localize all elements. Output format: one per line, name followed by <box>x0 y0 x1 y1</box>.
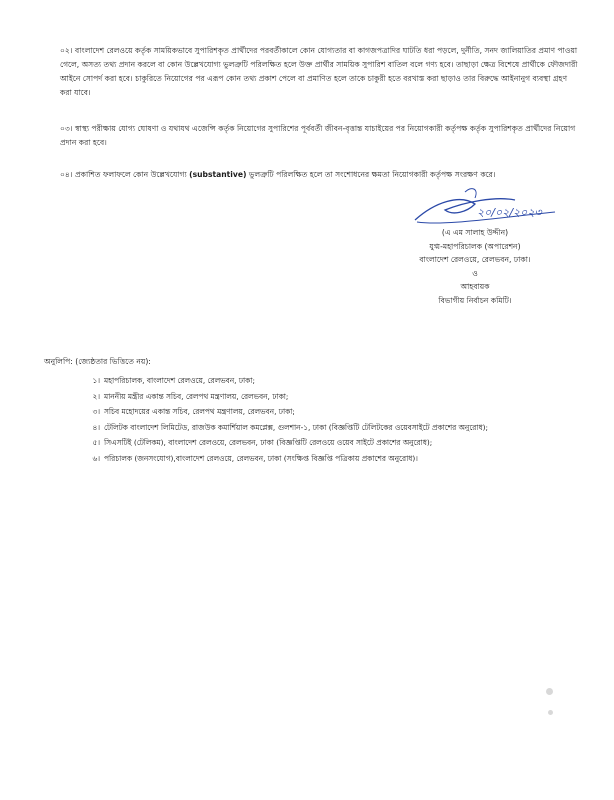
cc-item <box>84 452 584 466</box>
cc-list <box>84 374 584 468</box>
cc-item <box>84 421 584 435</box>
cc-item-text: পরিচালক (জনসংযোগ),বাংলাদেশ রেলওয়ে, রেলভবন, ঢাকা (সংক্ষিপ্ত বিজ্ঞপ্তি পত্রিকায় প্রকাশের অনুরোধ)। <box>104 453 418 463</box>
clause-04-text-before: ০৪। প্রকাশিত ফলাফলে কোন উল্লেখযোগ্য <box>60 170 190 179</box>
signatory-conjunction: ও <box>472 268 478 278</box>
scan-smudge <box>548 710 553 715</box>
cc-item-text: টেলিটক বাংলাদেশ লিমিটেড, রাজউক কমার্শিয়াল কমপ্লেক্স, গুলশান-১, ঢাকা (বিজ্ঞপ্তিটি টেলিটকের ওয়েবসাইটে প্রকাশের অনুরোধ); <box>104 422 489 432</box>
cc-item-number: ৩। <box>92 407 100 417</box>
cc-item-text: সিএসটিই (টেলিকম), বাংলাদেশ রেলওয়ে, রেলভবন, ঢাকা (বিজ্ঞপ্তিটি রেলওয়ে ওয়েব সাইটে প্রকাশের অনুরোধ); <box>104 438 433 448</box>
cc-item <box>84 436 584 450</box>
clause-03: ০৩। স্বাস্থ্য পরীক্ষায় যোগ্য ঘোষণা ও যথাযথ এজেন্সি কর্তৃক নিয়োগের সুপারিশের পূর্ববর্তী জীবন-বৃত্তান্ত যাচাইয়ের পর নিয়োগকারী কর্তৃপক্ষ কর্তৃক সুপারিশকৃত প্রার্থীদের নিয়োগ প্রদান করা হবে। <box>60 124 576 147</box>
cc-item-text: সচিব মহোদয়ের একান্ত সচিব, রেলপথ মন্ত্রণালয়, রেলভবন, ঢাকা; <box>104 407 295 417</box>
cc-item-number: ৬। <box>92 453 100 463</box>
cc-item <box>84 405 584 419</box>
cc-item-number: ৫। <box>92 438 100 448</box>
clause-04-bold-term: (substantive) <box>189 170 247 179</box>
cc-item-text: মাননীয় মন্ত্রীর একান্ত সচিব, রেলপথ মন্ত্রণালয়, রেলভবন, ঢাকা; <box>104 391 289 401</box>
handwritten-signature <box>405 182 565 232</box>
signature-date: ২০/০২/২০২৩ <box>477 206 542 219</box>
clause-04 <box>60 168 580 182</box>
signatory-designation: যুগ্ম-মহাপরিচালক (অপারেশন) <box>429 241 521 251</box>
cc-item-number: ২। <box>92 391 100 401</box>
clause-02: ০২। বাংলাদেশ রেলওয়ে কর্তৃক সাময়িকভাবে সুপারিশকৃত প্রার্থীদের পরবর্তীকালে কোন যোগ্যতার বা কাগজপত্রাদির ঘাটতি ধরা পড়লে, দুর্নীতি, সনদ জালিয়াতির প্রমাণ পাওয়া গেলে, অসত্য তথ্য প্রদান করলে বা কোন উল্লেখযোগ্য ভুলত্রুটি পরিলক্ষিত হলে উক্ত প্রার্থীর সাময়িক সুপারিশ বাতিল বলে গণ্য হবে। তাছাড়া ক্ষেত্র বিশেষে প্রার্থীকে ফৌজদারী আইনে সোপর্দ করা হবে। চাকুরিতে নিয়োগের পর এরূপ কোন তথ্য প্রকাশ পেলে বা প্রমাণিত হলে তাকে চাকুরী হতে বরখাস্ত করা ছাড়াও তার বিরুদ্ধে আইনানুগ ব্যবস্থা গ্রহণ করা যাবে। <box>60 46 578 97</box>
cc-item <box>84 374 584 388</box>
cc-item-number: ৪। <box>92 422 100 432</box>
cc-title: অনুলিপি: (জ্যেষ্ঠতার ভিত্তিতে নয়): <box>44 357 151 366</box>
signature-block <box>380 226 570 307</box>
signatory-office: বাংলাদেশ রেলওয়ে, রেলভবন, ঢাকা। <box>419 255 531 264</box>
signatory-name: (এ এম সালাহ উদ্দীন) <box>441 228 509 237</box>
cc-item <box>84 390 584 404</box>
scan-smudge <box>546 688 553 695</box>
cc-item-text: মহাপরিচালক, বাংলাদেশ রেলওয়ে, রেলভবন, ঢাকা; <box>104 376 255 385</box>
signatory-committee: বিভাগীয় নির্বাচন কমিটি। <box>438 295 512 305</box>
signatory-role: আহবায়ক <box>460 282 490 291</box>
cc-item-number: ১। <box>92 376 100 385</box>
clause-04-text-after: ভুলত্রুটি পরিলক্ষিত হলে তা সংশোধনের ক্ষমতা নিয়োগকারী কর্তৃপক্ষ সংরক্ষণ করে। <box>246 170 496 179</box>
